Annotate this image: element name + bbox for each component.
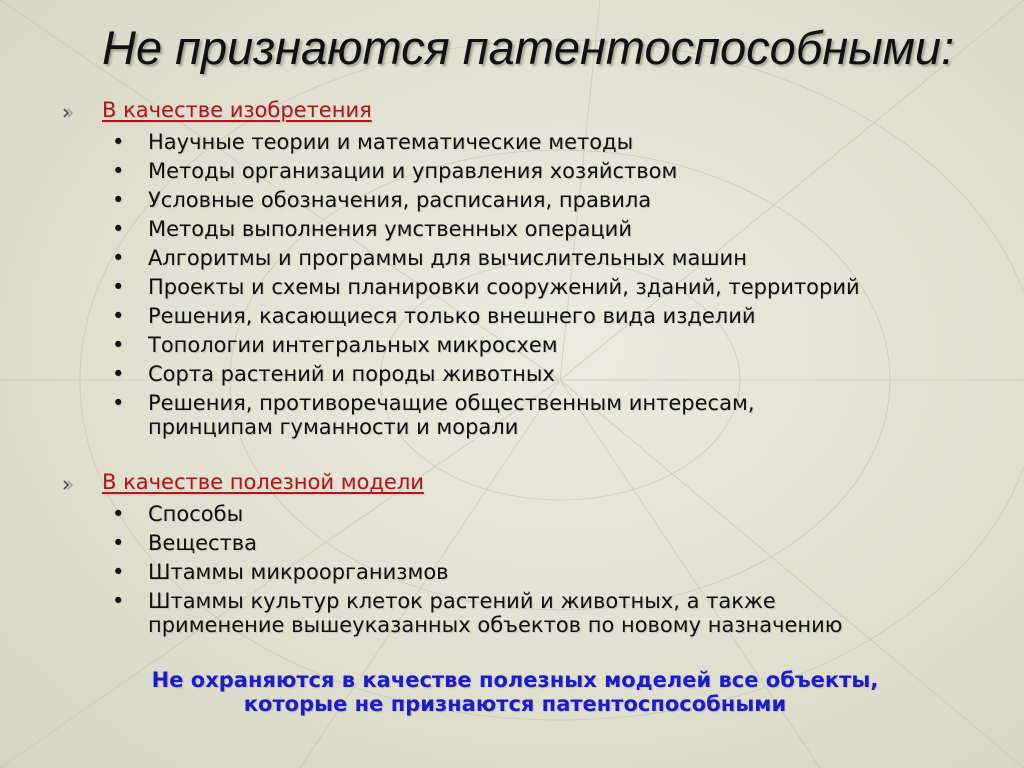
list-item-text: Штаммы культур клеток растений и животных, а также [148,589,776,613]
list-item-text: Решения, касающиеся только внешнего вида изделий [148,304,756,328]
list-item-text: Штаммы микроорганизмов [148,560,449,584]
list-item-text: Решения, противоречащие общественным интересам, [148,391,755,415]
list-item-text: Методы выполнения умственных операций [148,217,632,241]
bullet-icon: • [112,502,125,526]
bullet-icon: • [112,188,125,212]
bullet-icon: • [112,560,125,584]
bullet-icon: • [112,391,125,415]
section-title-invention: В качестве изобретения [102,98,372,122]
bullet-icon: • [112,333,125,357]
list-item [62,275,1002,299]
list-item [62,362,1002,386]
list-item [62,159,1002,183]
list-item-text: Сорта растений и породы животных [148,362,555,386]
list-item-text: Условные обозначения, расписания, правила [148,188,652,212]
list-item [62,560,1002,584]
bullet-icon: • [112,531,125,555]
bullet-icon: • [112,304,125,328]
bullet-icon: • [112,246,125,270]
list-item [62,589,1002,637]
footer-line-1: Не охраняются в качестве полезных моделей все объекты, [151,668,879,692]
list-item [62,391,1002,439]
list-item [62,531,1002,555]
bullet-icon: • [112,130,125,154]
list-item [62,217,1002,241]
list-item [62,246,1002,270]
arrow-bullet-icon [62,107,74,119]
list-item-text: Алгоритмы и программы для вычислительных машин [148,246,747,270]
list-item [62,304,1002,328]
list-item-text: Способы [148,502,244,526]
bullet-icon: • [112,275,125,299]
list-item-text: Вещества [148,531,258,555]
slide-title: Не признаются патентоспособными: [102,21,955,74]
bullet-icon: • [112,362,125,386]
section-invention [62,98,1002,444]
list-item [62,333,1002,357]
list-item-text: Методы организации и управления хозяйством [148,159,678,183]
list-item-text: принципам гуманности и морали [148,415,519,439]
bullet-icon: • [112,159,125,183]
section-title-utility-model: В качестве полезной модели [102,470,424,494]
list-item [62,502,1002,526]
bullet-icon: • [112,217,125,241]
arrow-bullet-icon [62,479,74,491]
list-item-text: применение вышеуказанных объектов по новому назначению [148,613,843,637]
list-item-text: Топологии интегральных микросхем [148,333,558,357]
list-item-text: Проекты и схемы планировки сооружений, зданий, территорий [148,275,860,299]
footer-line-2: которые не признаются патентоспособными [243,692,787,716]
list-item [62,130,1002,154]
utility-model-list [62,502,1002,637]
section-utility-model [62,470,1002,642]
invention-list [62,130,1002,439]
footer-note [40,668,990,716]
list-item-text: Научные теории и математические методы [148,130,634,154]
bullet-icon: • [112,589,125,613]
list-item [62,188,1002,212]
